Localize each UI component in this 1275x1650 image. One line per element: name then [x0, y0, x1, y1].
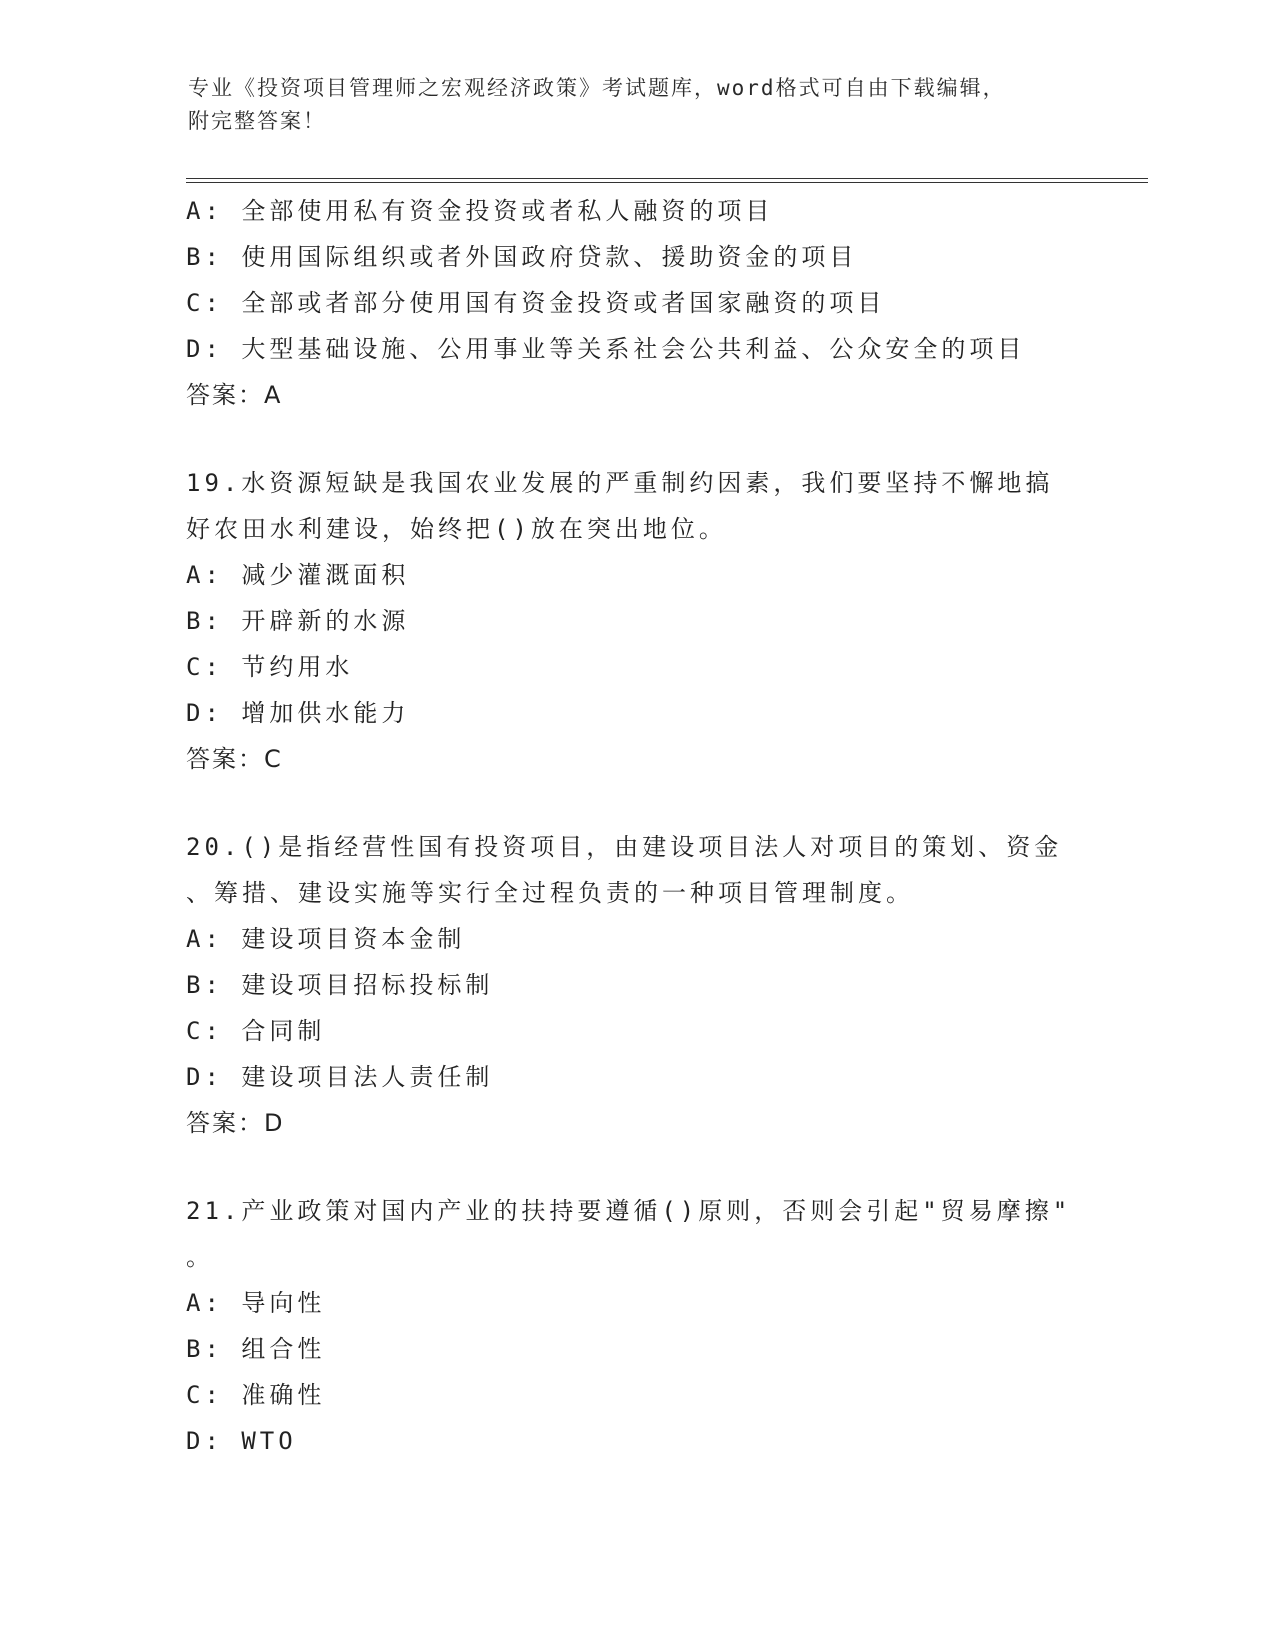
option-b: B: 开辟新的水源	[186, 607, 410, 635]
question-stem-line-2: 好农田水利建设，始终把()放在突出地位。	[186, 515, 727, 543]
question-19	[186, 460, 1086, 782]
question-stem-line-1: 21.产业政策对国内产业的扶持要遵循()原则，否则会引起"贸易摩擦"	[186, 1197, 1072, 1225]
option-b: B: 组合性	[186, 1335, 326, 1363]
option-d: D: 大型基础设施、公用事业等关系社会公共利益、公众安全的项目	[186, 335, 1026, 363]
option-a: A: 全部使用私有资金投资或者私人融资的项目	[186, 197, 774, 225]
question-20	[186, 824, 1086, 1146]
spacer	[186, 1146, 1086, 1188]
question-21	[186, 1188, 1086, 1464]
question-list	[186, 188, 1086, 1464]
option-a: A: 导向性	[186, 1289, 326, 1317]
header-line-2: 附完整答案！	[188, 109, 326, 133]
header-divider	[186, 178, 1148, 183]
option-a: A: 建设项目资本金制	[186, 925, 466, 953]
option-d: D: 增加供水能力	[186, 699, 410, 727]
question-stem-line-1: 19.水资源短缺是我国农业发展的严重制约因素，我们要坚持不懈地搞	[186, 469, 1054, 497]
question-stem-line-2: 、筹措、建设实施等实行全过程负责的一种项目管理制度。	[186, 879, 914, 907]
option-b: B: 建设项目招标投标制	[186, 971, 494, 999]
option-a: A: 减少灌溉面积	[186, 561, 410, 589]
question-18	[186, 188, 1086, 418]
document-header	[188, 72, 1068, 138]
option-c: C: 合同制	[186, 1017, 326, 1045]
option-c: C: 全部或者部分使用国有资金投资或者国家融资的项目	[186, 289, 886, 317]
option-c: C: 准确性	[186, 1381, 326, 1409]
answer-label: 答案：D	[186, 1109, 285, 1137]
answer-label: 答案：A	[186, 381, 283, 409]
option-d: D: 建设项目法人责任制	[186, 1063, 494, 1091]
spacer	[186, 782, 1086, 824]
question-stem-line-2: 。	[186, 1243, 214, 1271]
header-line-1: 专业《投资项目管理师之宏观经济政策》考试题库，word格式可自由下载编辑，	[188, 76, 1006, 100]
option-c: C: 节约用水	[186, 653, 354, 681]
question-stem-line-1: 20.()是指经营性国有投资项目，由建设项目法人对项目的策划、资金	[186, 833, 1063, 861]
option-b: B: 使用国际组织或者外国政府贷款、援助资金的项目	[186, 243, 858, 271]
option-d: D: WTO	[186, 1427, 297, 1455]
spacer	[186, 418, 1086, 460]
answer-label: 答案：C	[186, 745, 283, 773]
